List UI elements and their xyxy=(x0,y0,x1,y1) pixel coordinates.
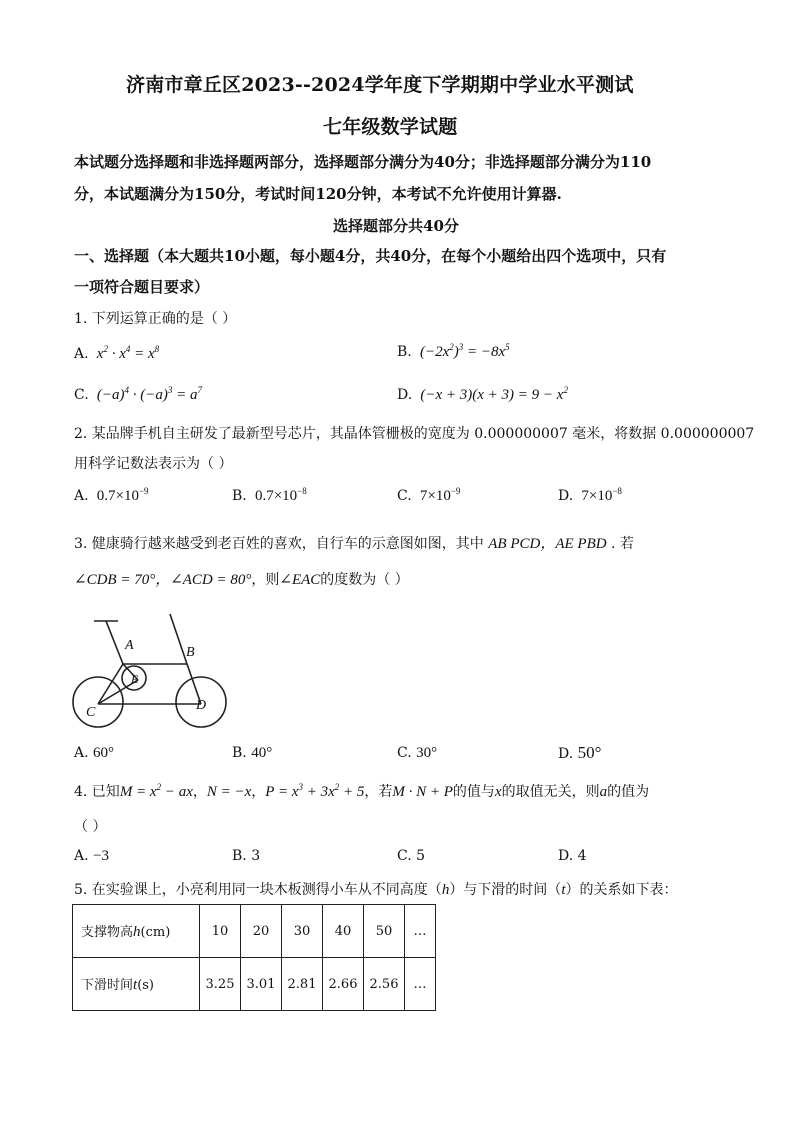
table-cell: 10 xyxy=(200,905,241,958)
q3-stem-1-math: AB PCD，AE PBD xyxy=(488,536,607,552)
q3-stem-2-end: 的度数为（ ） xyxy=(320,572,409,588)
q3-option-b xyxy=(232,745,272,762)
q1-option-b-formula: $(-2x^2)^3 = -8x^5$ xyxy=(416,342,510,360)
q3-option-c-value: 30° xyxy=(416,745,438,761)
q2-option-d-formula: $7\times 10^{-8}$ xyxy=(577,486,622,504)
table-cell: 2.66 xyxy=(323,958,364,1011)
table-cell: 30 xyxy=(282,905,323,958)
q5-var-h: h xyxy=(441,882,450,898)
q2-option-b-formula: $0.7\times 10^{-8}$ xyxy=(251,486,307,504)
q1-stem: 1. 下列运算正确的是（ ） xyxy=(74,311,237,327)
q4-option-a-value: −3 xyxy=(93,848,109,864)
q1-option-c-formula: $(-a)^4 \cdot (-a)^3 = a^7$ xyxy=(93,385,202,403)
q4-stem-1: 4. 已知$M = x^2$ − ax，N = −x，$P = x^3 + 3x^2 + 5$，若M · N + P的值与x的取值无关，则a的值为 xyxy=(74,782,650,800)
q2-option-d xyxy=(558,486,622,505)
q3-option-a-label: A. xyxy=(74,745,89,761)
table-cell: 3.25 xyxy=(200,958,241,1011)
q4-formula-n: N = −x xyxy=(206,784,252,800)
row-header-var-t: t xyxy=(133,977,138,993)
q3-option-d-value: 50° xyxy=(577,743,602,762)
q5-data-table xyxy=(72,904,436,1011)
section-heading: 选择题部分共40分 xyxy=(333,217,459,235)
table-cell: 50 xyxy=(364,905,405,958)
table-row-header-height xyxy=(73,905,200,958)
row-header-unit: (s) xyxy=(137,978,155,993)
exam-title: 济南市章丘区2023--2024学年度下学期期中学业水平测试 xyxy=(126,74,634,96)
label-e: E xyxy=(131,672,139,686)
table-cell: 2.56 xyxy=(364,958,405,1011)
q4-var-a: a xyxy=(599,784,608,800)
label-a: A xyxy=(125,638,134,653)
table-cell: 20 xyxy=(241,905,282,958)
q5-stem-b: ）与下滑的时间（ xyxy=(449,882,562,898)
q2-option-a-formula: $0.7\times 10^{-9}$ xyxy=(93,486,149,504)
table-cell: 3.01 xyxy=(241,958,282,1011)
seat-post xyxy=(106,621,123,664)
q2-stem-1: 2. 某品牌手机自主研发了最新型号芯片，其晶体管栅极的宽度为 0.000000007 毫米，将数据 0.000000007 xyxy=(74,426,755,442)
q4-option-c xyxy=(397,848,425,864)
q1-option-c-label: C. xyxy=(74,387,89,403)
q3-stem-2 xyxy=(74,568,409,589)
q3-stem-1-text: 3. 健康骑行越来越受到老百姓的喜欢，自行车的示意图如图，其中 xyxy=(74,536,484,552)
q4-stem-1-e: 的值为 xyxy=(607,784,650,800)
q2-option-b xyxy=(232,486,307,505)
q4-stem-1-c: 的值与 xyxy=(452,784,495,800)
q3-stem-2-math: ∠CDB = 70°，∠ACD = 80° xyxy=(74,572,252,588)
q3-option-d xyxy=(558,743,601,763)
row-header-label: 支撑物高 xyxy=(81,925,134,940)
q1-option-b-label: B. xyxy=(397,344,412,360)
q1-option-c xyxy=(74,385,202,404)
intro-line-2: 分，本试题满分为150分，考试时间120分钟，本考试不允许使用计算器. xyxy=(74,185,562,203)
q3-option-b-value: 40° xyxy=(251,745,273,761)
q4-option-b-value: 3 xyxy=(251,848,261,864)
q2-option-c-formula: $7\times 10^{-9}$ xyxy=(416,486,461,504)
q4-stem-1-d: 的取值无关，则 xyxy=(501,784,600,800)
q3-option-a xyxy=(74,745,114,762)
q3-option-c xyxy=(397,745,437,762)
q4-option-a xyxy=(74,848,109,865)
q1-option-a-formula: $x^2 \cdot x^4 = x^8$ xyxy=(93,344,160,362)
q1-option-a-label: A. xyxy=(74,346,89,362)
q3-option-c-label: C. xyxy=(397,745,412,761)
q4-option-b xyxy=(232,848,260,864)
q3-option-b-label: B. xyxy=(232,745,247,761)
q1-option-d xyxy=(397,385,568,404)
label-d: D xyxy=(196,698,207,713)
q4-option-c-value: 5 xyxy=(416,848,426,864)
q5-var-t: t xyxy=(561,882,566,898)
q4-option-d-value: 4 xyxy=(577,848,587,864)
handle-post xyxy=(170,614,187,664)
table-cell: 2.81 xyxy=(282,958,323,1011)
q2-stem-2: 用科学记数法表示为（ ） xyxy=(74,456,233,472)
q2-option-c xyxy=(397,486,460,505)
q5-stem xyxy=(74,879,677,899)
q4-option-d-label: D. xyxy=(558,848,574,864)
q3-stem-1 xyxy=(74,532,634,553)
q5-stem-c: ）的关系如下表： xyxy=(565,882,678,898)
exam-subtitle: 七年级数学试题 xyxy=(323,116,458,138)
label-b: B xyxy=(186,645,195,660)
q2-option-a xyxy=(74,486,149,505)
q4-formula-p: $P = x^3 + 3x^2 + 5$ xyxy=(265,782,365,800)
q4-stem-1-b: ，若 xyxy=(364,784,393,800)
q4-option-b-label: B. xyxy=(232,848,247,864)
part1-instructions-2: 一项符合题目要求） xyxy=(74,278,210,296)
q3-option-a-value: 60° xyxy=(93,745,115,761)
q4-stem-1-a: 4. 已知 xyxy=(74,784,120,800)
table-cell: … xyxy=(405,905,436,958)
q1-option-d-label: D. xyxy=(397,387,413,403)
q3-stem-1-end: . 若 xyxy=(611,536,634,552)
q1-option-d-formula: $(-x + 3)(x + 3) = 9 - x^2$ xyxy=(416,385,568,403)
q3-stem-2-angle: ∠EAC xyxy=(279,572,321,588)
intro-line-1: 本试题分选择题和非选择题两部分，选择题部分满分为40分；非选择题部分满分为110 xyxy=(74,153,652,171)
q4-stem-2: （ ） xyxy=(74,819,107,835)
q4-option-a-label: A. xyxy=(74,848,89,864)
q1-option-b xyxy=(397,342,510,361)
frame-ac xyxy=(98,664,123,704)
q2-option-d-label: D. xyxy=(558,488,574,504)
table-cell: … xyxy=(405,958,436,1011)
q4-formula-expr: M · N + P xyxy=(392,784,453,800)
table-row xyxy=(73,958,436,1011)
q2-option-c-label: C. xyxy=(397,488,412,504)
q3-option-d-label: D. xyxy=(558,746,574,762)
row-header-label: 下滑时间 xyxy=(81,978,134,993)
label-c: C xyxy=(86,705,96,720)
q2-option-b-label: B. xyxy=(232,488,247,504)
part1-instructions-1: 一、选择题（本大题共10小题，每小题4分，共40分，在每个小题给出四个选项中，只有 xyxy=(74,247,667,265)
row-header-var-h: h xyxy=(133,924,141,940)
rear-wheel xyxy=(73,677,123,727)
table-cell: 40 xyxy=(323,905,364,958)
table-row xyxy=(73,905,436,958)
bicycle-figure xyxy=(70,612,240,730)
q5-stem-a: 5. 在实验课上，小亮利用同一块木板测得小车从不同高度（ xyxy=(74,882,442,898)
q4-option-c-label: C. xyxy=(397,848,412,864)
q4-var-x: x xyxy=(494,784,502,800)
row-header-unit: (cm) xyxy=(140,925,171,940)
table-row-header-time xyxy=(73,958,200,1011)
q3-stem-2-text: ，则 xyxy=(251,572,280,588)
q4-option-d xyxy=(558,848,587,864)
q2-option-a-label: A. xyxy=(74,488,89,504)
q1-option-a xyxy=(74,344,159,363)
q4-formula-m: $M = x^2$ − ax xyxy=(119,782,193,800)
